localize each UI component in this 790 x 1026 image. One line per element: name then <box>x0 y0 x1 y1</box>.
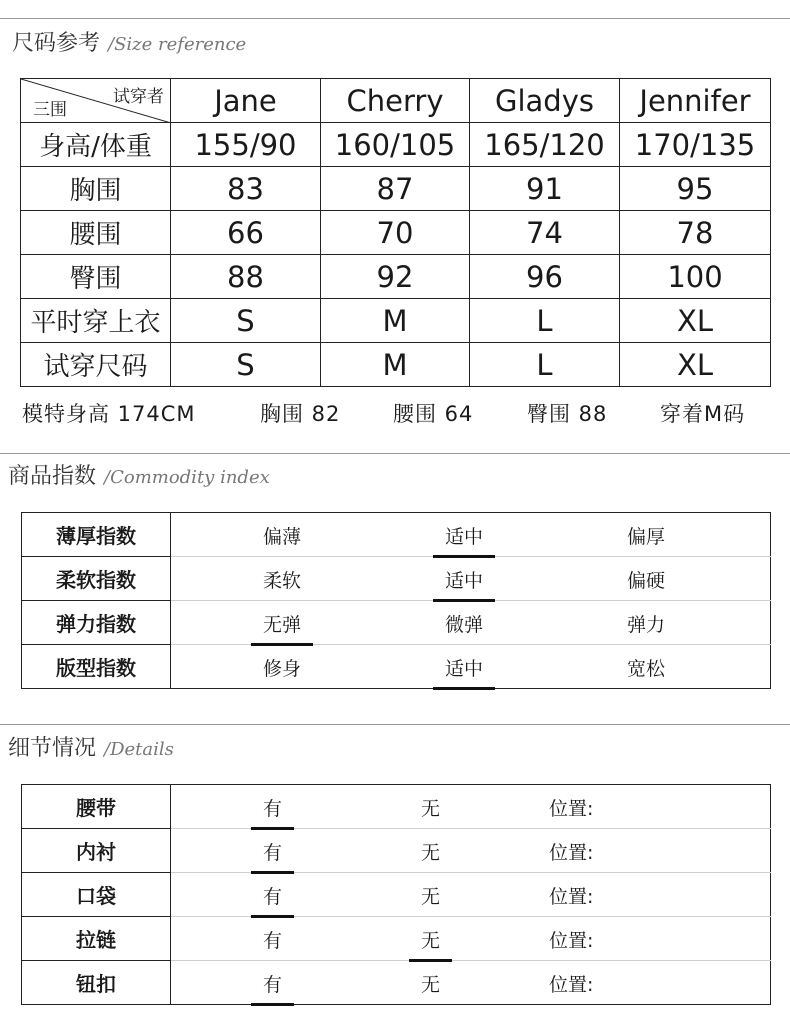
row-header: 平时穿上衣 <box>21 299 171 343</box>
detail-row-label: 腰带 <box>22 785 171 829</box>
option: 无 <box>421 886 441 908</box>
size-cell: 95 <box>620 167 771 211</box>
index-row-label: 柔软指数 <box>22 557 171 601</box>
detail-row-options <box>171 873 771 917</box>
row-header: 腰围 <box>21 211 171 255</box>
option: 无 <box>421 798 441 820</box>
size-cell: L <box>470 343 620 387</box>
corner-bottom-label: 三围 <box>33 100 67 120</box>
model-bust: 胸围 82 <box>260 402 341 426</box>
size-cell: 87 <box>321 167 470 211</box>
size-title-cn: 尺码参考 <box>12 31 101 56</box>
option-selected: 有 <box>263 882 282 909</box>
option: 位置: <box>549 842 594 864</box>
size-cell: 74 <box>470 211 620 255</box>
model-size: 穿着M码 <box>660 402 746 426</box>
details-section-title <box>8 731 174 762</box>
size-cell: 100 <box>620 255 771 299</box>
commodity-index-table <box>21 512 771 689</box>
option: 偏硬 <box>627 570 666 592</box>
detail-row-label: 口袋 <box>22 873 171 917</box>
col-header: Jennifer <box>620 79 771 123</box>
size-title-en: /Size reference <box>108 34 247 55</box>
size-cell: XL <box>620 299 771 343</box>
option-selected: 无 <box>421 926 440 953</box>
size-cell: 160/105 <box>321 123 470 167</box>
index-row-options <box>171 645 771 689</box>
size-cell: 170/135 <box>620 123 771 167</box>
option: 偏薄 <box>263 526 302 548</box>
index-row-label: 弹力指数 <box>22 601 171 645</box>
option-selected: 有 <box>263 794 282 821</box>
option-selected: 适中 <box>445 654 483 681</box>
detail-row-options <box>171 961 771 1005</box>
index-title-cn: 商品指数 <box>8 464 97 489</box>
detail-row <box>22 873 771 917</box>
size-cell: L <box>470 299 620 343</box>
option: 偏厚 <box>627 526 666 548</box>
detail-row <box>22 961 771 1005</box>
size-cell: M <box>321 343 470 387</box>
size-cell: M <box>321 299 470 343</box>
corner-top-label: 试穿者 <box>113 87 164 107</box>
option: 位置: <box>549 974 594 996</box>
size-cell: 91 <box>470 167 620 211</box>
detail-row <box>22 829 771 873</box>
detail-row-label: 拉链 <box>22 917 171 961</box>
index-row-options <box>171 513 771 557</box>
size-table <box>20 78 771 387</box>
col-header: Jane <box>171 79 321 123</box>
size-cell: 165/120 <box>470 123 620 167</box>
details-title-en: /Details <box>104 739 174 760</box>
size-row <box>21 299 771 343</box>
divider-details <box>0 724 790 725</box>
row-header: 臀围 <box>21 255 171 299</box>
model-waist: 腰围 64 <box>393 402 474 426</box>
size-cell: S <box>171 343 321 387</box>
row-header: 试穿尺码 <box>21 343 171 387</box>
col-header: Gladys <box>470 79 620 123</box>
index-row-label: 版型指数 <box>22 645 171 689</box>
index-row-options <box>171 557 771 601</box>
model-info <box>22 398 772 428</box>
option: 无 <box>421 974 441 996</box>
option-selected: 有 <box>263 838 282 865</box>
size-row <box>21 343 771 387</box>
option: 修身 <box>263 658 302 680</box>
index-row <box>22 557 771 601</box>
option: 微弹 <box>445 614 484 636</box>
size-cell: 66 <box>171 211 321 255</box>
index-row <box>22 601 771 645</box>
size-row <box>21 123 771 167</box>
size-row <box>21 167 771 211</box>
size-row <box>21 211 771 255</box>
detail-row-label: 钮扣 <box>22 961 171 1005</box>
index-row-label: 薄厚指数 <box>22 513 171 557</box>
index-section-title <box>8 459 270 490</box>
model-hip: 臀围 88 <box>527 402 608 426</box>
option: 柔软 <box>263 570 302 592</box>
option: 位置: <box>549 886 594 908</box>
divider-top <box>0 18 790 19</box>
option: 弹力 <box>627 614 666 636</box>
detail-row <box>22 785 771 829</box>
option: 宽松 <box>627 658 666 680</box>
details-title-cn: 细节情况 <box>8 736 97 761</box>
detail-row-options <box>171 917 771 961</box>
size-cell: XL <box>620 343 771 387</box>
size-cell: 78 <box>620 211 771 255</box>
option-selected: 适中 <box>445 566 483 593</box>
size-cell: 155/90 <box>171 123 321 167</box>
size-cell: S <box>171 299 321 343</box>
corner-cell <box>21 79 171 123</box>
model-height: 模特身高 174CM <box>22 402 196 426</box>
size-cell: 83 <box>171 167 321 211</box>
col-header: Cherry <box>321 79 470 123</box>
option-selected: 有 <box>263 970 282 997</box>
index-title-en: /Commodity index <box>104 467 270 488</box>
option-selected: 适中 <box>445 522 483 549</box>
detail-row <box>22 917 771 961</box>
option-selected: 无弹 <box>263 610 301 637</box>
index-row-options <box>171 601 771 645</box>
size-header-row <box>21 79 771 123</box>
size-section-title <box>12 26 246 57</box>
size-cell: 96 <box>470 255 620 299</box>
size-cell: 70 <box>321 211 470 255</box>
option: 有 <box>263 930 283 952</box>
detail-row-options <box>171 829 771 873</box>
row-header: 身高/体重 <box>21 123 171 167</box>
index-row <box>22 645 771 689</box>
details-table <box>21 784 771 1005</box>
size-cell: 92 <box>321 255 470 299</box>
divider-index <box>0 453 790 454</box>
option: 无 <box>421 842 441 864</box>
option: 位置: <box>549 798 594 820</box>
index-row <box>22 513 771 557</box>
size-cell: 88 <box>171 255 321 299</box>
detail-row-label: 内衬 <box>22 829 171 873</box>
detail-row-options <box>171 785 771 829</box>
option: 位置: <box>549 930 594 952</box>
row-header: 胸围 <box>21 167 171 211</box>
size-row <box>21 255 771 299</box>
